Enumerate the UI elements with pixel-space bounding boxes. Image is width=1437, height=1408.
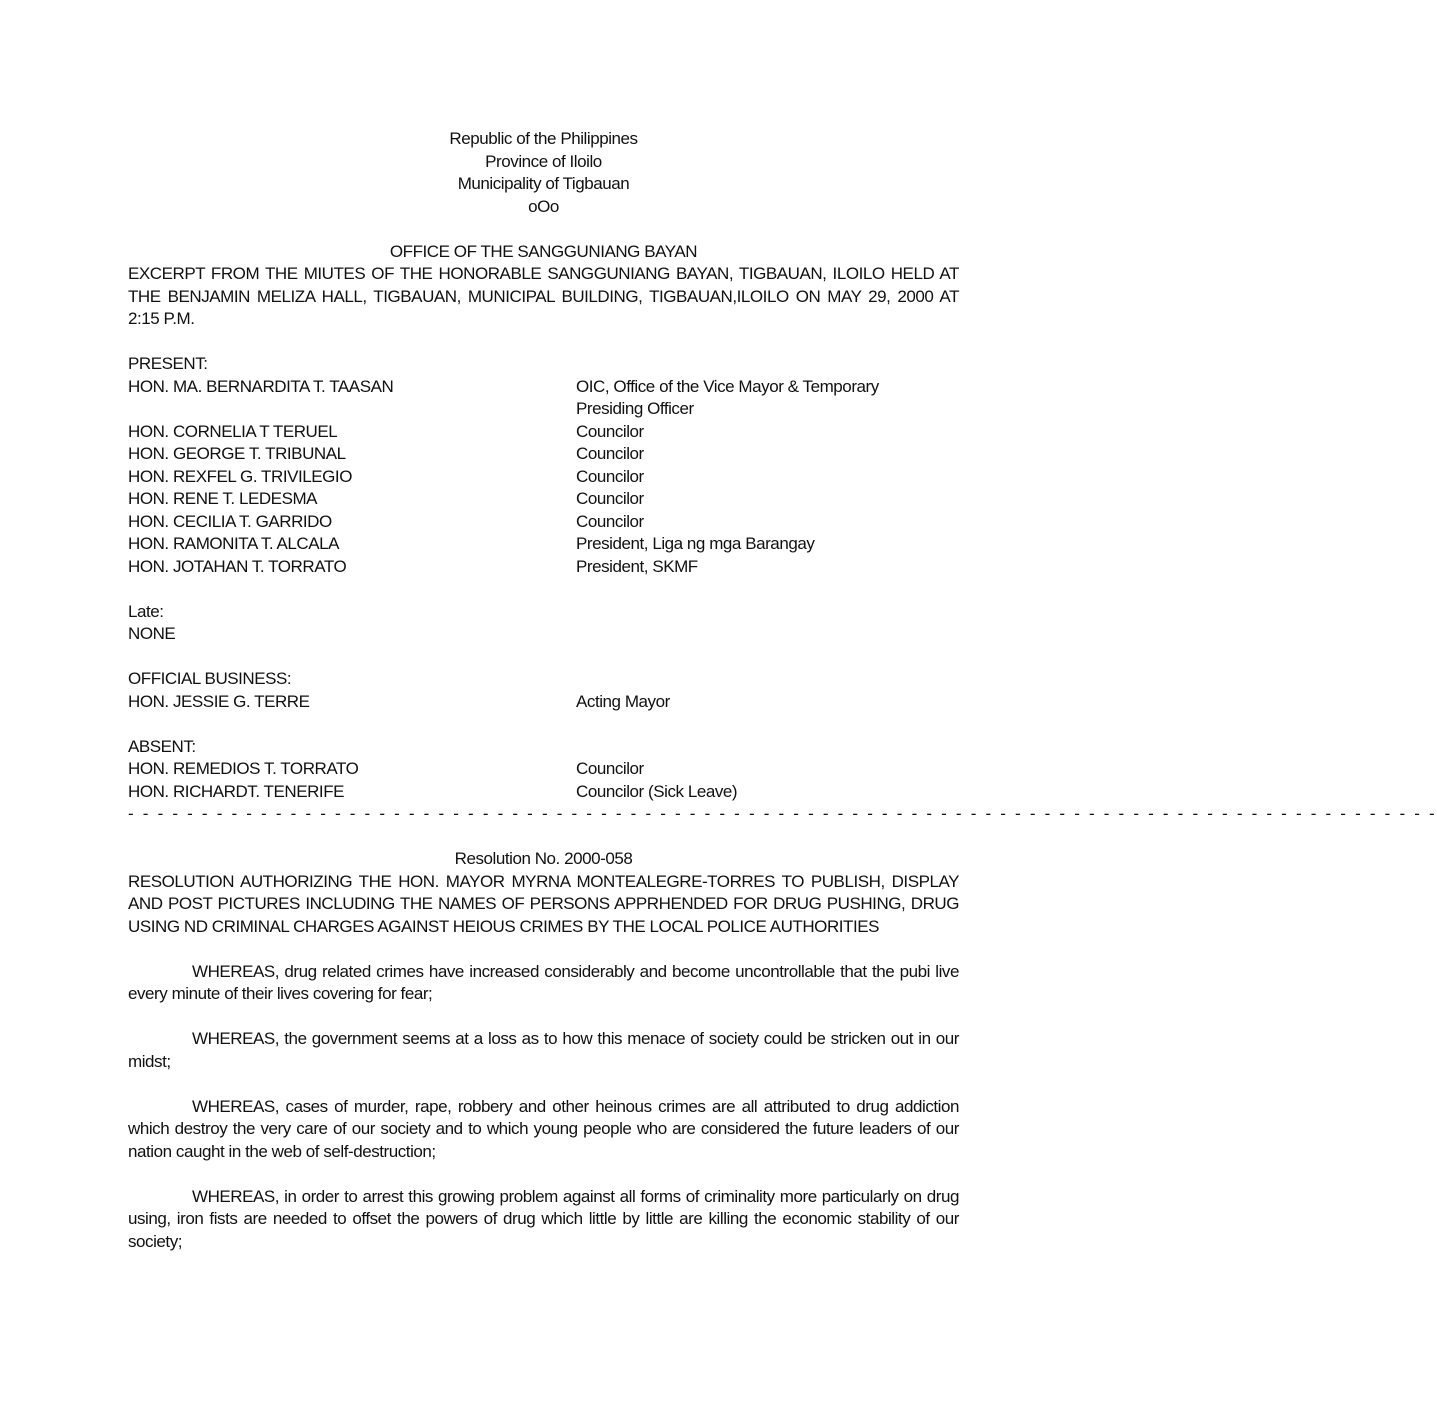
attendee-name: HON. CECILIA T. GARRIDO (128, 511, 332, 531)
attendee-role: Councilor (576, 511, 644, 531)
attendee-row (128, 421, 959, 444)
whereas-clause: WHEREAS, cases of murder, rape, robbery and other heinous crimes are all attributed to drug addiction which destroy the very care of our society and to which young people who are considered the future leaders of our nation caught in the web of self-destruction; (128, 1096, 959, 1161)
present-section (128, 353, 959, 578)
letterhead (128, 128, 959, 218)
attendee-name: HON. MA. BERNARDITA T. TAASAN (128, 376, 394, 396)
official-business-section (128, 668, 959, 713)
attendee-name: HON. REXFEL G. TRIVILEGIO (128, 466, 352, 486)
attendee-role: President, Liga ng mga Barangay (576, 534, 815, 553)
attendee-role-line1: OIC, Office of the Vice Mayor & Temporary (576, 376, 879, 396)
present-label: PRESENT: (128, 354, 208, 373)
attendee-row (128, 466, 959, 489)
attendee-row (128, 556, 959, 579)
attendee-row (128, 758, 959, 781)
attendee-row (128, 511, 959, 534)
attendee-role: Councilor (576, 759, 644, 778)
attendee-role: Councilor (576, 489, 644, 508)
whereas-clause: WHEREAS, the government seems at a loss as to how this menace of society could be stricken out in our midst; (128, 1029, 959, 1071)
absent-section (128, 736, 959, 804)
attendee-role: President, SKMF (576, 556, 698, 576)
attendee-name: HON. JESSIE G. TERRE (128, 691, 310, 711)
whereas-clause: WHEREAS, drug related crimes have increased considerably and become uncontrollable that the pubi live every minute of their lives covering for fear; (128, 961, 959, 1003)
attendee-name: HON. RICHARDT. TENERIFE (128, 781, 345, 801)
attendee-role: Councilor (576, 466, 644, 486)
resolution-title: RESOLUTION AUTHORIZING THE HON. MAYOR MYRNA MONTEALEGRE-TORRES TO PUBLISH, DISPLAY AND POST PICTURES INCLUDING THE NAMES OF PERSONS APPRHENDED FOR DRUG PUSHING, DRUG USING ND CRIMINAL CHARGES AGAINST HEIOUS CRIMES BY THE LOCAL POLICE AUTHORITIES (128, 871, 959, 936)
letterhead-republic: Republic of the Philippines (449, 129, 638, 148)
attendee-name: HON. JOTAHAN T. TORRATO (128, 556, 347, 576)
document-page (128, 128, 1437, 1253)
attendee-row (128, 691, 959, 714)
office-title: OFFICE OF THE SANGGUNIANG BAYAN (389, 241, 698, 261)
attendee-name: HON. CORNELIA T TERUEL (128, 421, 338, 441)
official-business-label: OFFICIAL BUSINESS: (128, 669, 292, 688)
absent-label: ABSENT: (128, 736, 196, 756)
dashed-separator: - - - - - - - - - - - - - - - - - - - - - - - - - - - - - - - - - - - - - - - - - - - - - - - - - - - - - - - - - - - - - - - - - - - - - - - - - - - - - - - - - - - - - - - - - (128, 804, 1437, 823)
late-value: NONE (128, 624, 176, 643)
attendee-name: HON. GEORGE T. TRIBUNAL (128, 444, 346, 463)
attendee-role-line2: Presiding Officer (576, 399, 694, 418)
attendee-row (128, 443, 959, 466)
attendee-role: Councilor (Sick Leave) (576, 781, 738, 801)
attendee-row (128, 376, 959, 421)
attendee-role: Acting Mayor (576, 691, 670, 711)
attendee-name: HON. REMEDIOS T. TORRATO (128, 759, 359, 778)
letterhead-province: Province of Iloilo (485, 151, 602, 171)
letterhead-municipality: Municipality of Tigbauan (457, 174, 630, 193)
attendee-row (128, 488, 959, 511)
attendee-role: Councilor (576, 421, 644, 441)
attendee-row (128, 781, 959, 804)
attendee-role (576, 376, 959, 421)
attendee-row (128, 533, 959, 556)
attendee-role: Councilor (576, 444, 644, 463)
minutes-excerpt: EXCERPT FROM THE MIUTES OF THE HONORABLE SANGGUNIANG BAYAN, TIGBAUAN, ILOILO HELD AT THE BENJAMIN MELIZA HALL, TIGBAUAN, MUNICIPAL BUILDING, TIGBAUAN,ILOILO ON MAY 29, 2000 AT 2:15 P.M. (128, 264, 959, 328)
attendee-name: HON. RAMONITA T. ALCALA (128, 534, 340, 553)
attendee-name: HON. RENE T. LEDESMA (128, 489, 318, 508)
late-section (128, 601, 959, 646)
letterhead-ornament: oOo (528, 196, 559, 216)
whereas-clause: WHEREAS, in order to arrest this growing problem against all forms of criminality more particularly on drug using, iron fists are needed to offset the powers of drug which little by little are killing the economic stability of our society; (128, 1186, 959, 1251)
resolution-number: Resolution No. 2000-058 (454, 849, 633, 868)
late-label: Late: (128, 601, 164, 621)
